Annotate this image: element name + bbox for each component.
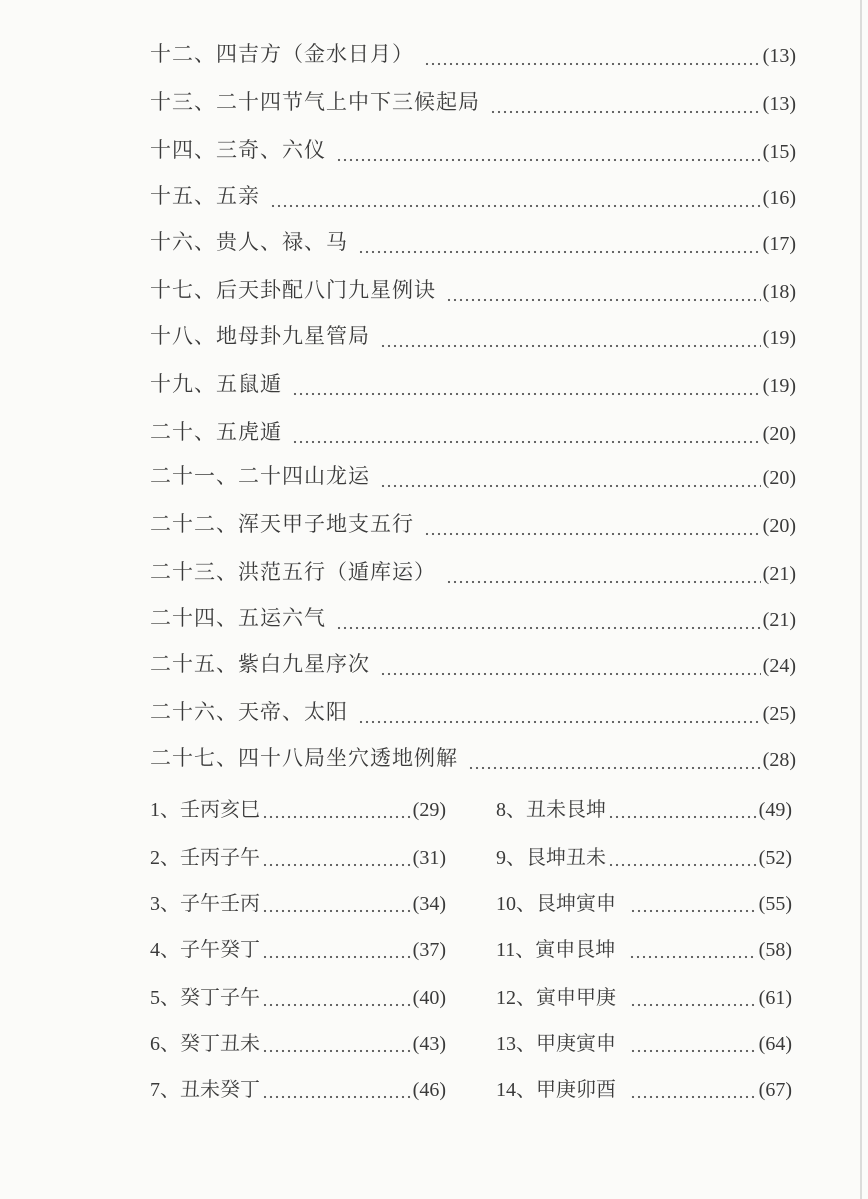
dot-leader	[262, 932, 411, 962]
dot-leader	[380, 320, 761, 350]
sub-entry-number: 4	[150, 939, 160, 961]
sub-entry-title: 、甲庚卯酉	[516, 1077, 616, 1101]
sub-entry-number: 9	[496, 847, 506, 869]
toc-entry[interactable]	[150, 556, 796, 586]
sub-entry-number: 3	[150, 893, 160, 915]
sub-entry-title: 、艮坤寅申	[516, 891, 616, 915]
dot-leader	[608, 792, 757, 822]
dot-leader	[262, 1026, 411, 1056]
sub-entry-title: 、癸丁子午	[160, 985, 260, 1009]
toc-entry-page: (13)	[762, 45, 796, 67]
dot-leader	[380, 648, 761, 678]
sub-entry[interactable]	[150, 886, 446, 916]
toc-entry[interactable]	[150, 742, 796, 772]
sub-entry-number: 6	[150, 1033, 160, 1055]
dot-leader	[292, 416, 761, 446]
dot-leader	[262, 886, 411, 916]
dot-leader	[630, 1026, 757, 1056]
dot-leader	[630, 886, 757, 916]
sub-entry-page: (55)	[758, 893, 792, 915]
toc-entry[interactable]	[150, 38, 796, 68]
sub-entry[interactable]	[150, 1072, 446, 1102]
sub-entry-title: 、子午壬丙	[160, 891, 260, 915]
sub-entry-title: 、丑未艮坤	[506, 797, 606, 821]
toc-entry[interactable]	[150, 696, 796, 726]
toc-entry[interactable]	[150, 86, 796, 116]
toc-entry-title: 十六、贵人、禄、马	[150, 230, 348, 254]
toc-entry[interactable]	[150, 226, 796, 256]
sub-entry-title: 、甲庚寅申	[516, 1031, 616, 1055]
toc-entry[interactable]	[150, 368, 796, 398]
sub-entry[interactable]	[496, 792, 792, 822]
sub-entry-page: (49)	[758, 799, 792, 821]
dot-leader	[270, 180, 761, 210]
sub-entry-number: 11	[496, 939, 516, 961]
sub-entry-page: (46)	[412, 1079, 446, 1101]
toc-entry[interactable]	[150, 180, 796, 210]
toc-entry-title: 十七、后天卦配八门九星例诀	[150, 278, 436, 302]
sub-entry[interactable]	[150, 792, 446, 822]
sub-entry-page: (67)	[758, 1079, 792, 1101]
toc-entry[interactable]	[150, 320, 796, 350]
sub-entry-title: 、壬丙亥巳	[160, 797, 260, 821]
toc-entry-page: (20)	[762, 467, 796, 489]
dot-leader	[446, 556, 761, 586]
toc-entry-page: (17)	[762, 233, 796, 255]
dot-leader	[358, 696, 761, 726]
dot-leader	[358, 226, 761, 256]
sub-entry-title: 、丑未癸丁	[160, 1077, 260, 1101]
sub-entry-title: 、壬丙子午	[160, 845, 260, 869]
sub-entry-page: (31)	[412, 847, 446, 869]
dot-leader	[468, 742, 761, 772]
toc-entry[interactable]	[150, 460, 796, 490]
toc-entry[interactable]	[150, 274, 796, 304]
toc-entry-title: 二十二、浑天甲子地支五行	[150, 512, 414, 536]
sub-entry-number: 1	[150, 799, 160, 821]
toc-entry[interactable]	[150, 602, 796, 632]
dot-leader	[629, 932, 756, 962]
toc-entry-page: (21)	[762, 609, 796, 631]
dot-leader	[262, 1072, 411, 1102]
toc-entry-title: 二十五、紫白九星序次	[150, 652, 370, 676]
toc-entry-page: (28)	[762, 749, 796, 771]
sub-entry-number: 10	[496, 893, 516, 915]
sub-entry-number: 8	[496, 799, 506, 821]
sub-entry-title: 、子午癸丁	[160, 937, 260, 961]
toc-entry[interactable]	[150, 508, 796, 538]
toc-entry[interactable]	[150, 134, 796, 164]
dot-leader	[292, 368, 761, 398]
dot-leader	[424, 38, 761, 68]
sub-entry-page: (64)	[758, 1033, 792, 1055]
toc-entry-title: 十八、地母卦九星管局	[150, 324, 370, 348]
toc-entry-title: 二十六、天帝、太阳	[150, 700, 348, 724]
dot-leader	[336, 134, 761, 164]
toc-entry-page: (20)	[762, 423, 796, 445]
sub-entry[interactable]	[150, 1026, 446, 1056]
toc-entry-page: (19)	[762, 327, 796, 349]
sub-entry-number: 2	[150, 847, 160, 869]
toc-entry-page: (15)	[762, 141, 796, 163]
toc-entry-page: (21)	[762, 563, 796, 585]
sub-entry-page: (52)	[758, 847, 792, 869]
sub-entry-page: (40)	[412, 987, 446, 1009]
sub-entry[interactable]	[496, 1026, 792, 1056]
dot-leader	[262, 980, 411, 1010]
dot-leader	[380, 460, 761, 490]
toc-entry[interactable]	[150, 648, 796, 678]
sub-entry-number: 13	[496, 1033, 516, 1055]
dot-leader	[446, 274, 761, 304]
sub-entry-number: 12	[496, 987, 516, 1009]
dot-leader	[608, 840, 757, 870]
sub-entry[interactable]	[150, 932, 446, 962]
sub-entry-title: 、寅申艮坤	[515, 937, 616, 961]
toc-entry-title: 二十一、二十四山龙运	[150, 464, 370, 488]
toc-entry-page: (19)	[762, 375, 796, 397]
toc-entry-page: (13)	[762, 93, 796, 115]
sub-entry[interactable]	[150, 980, 446, 1010]
toc-entry-page: (18)	[762, 281, 796, 303]
toc-entry-title: 二十七、四十八局坐穴透地例解	[150, 746, 458, 770]
sub-entry-page: (61)	[758, 987, 792, 1009]
toc-entry-page: (25)	[762, 703, 796, 725]
dot-leader	[630, 980, 757, 1010]
toc-entry-title: 十二、四吉方（金水日月）	[150, 42, 414, 66]
sub-entry[interactable]	[496, 980, 792, 1010]
dot-leader	[262, 792, 411, 822]
sub-entry[interactable]	[496, 1072, 792, 1102]
toc-entry-page: (16)	[762, 187, 796, 209]
sub-entry-number: 5	[150, 987, 160, 1009]
toc-entry-title: 二十、五虎遁	[150, 420, 282, 444]
toc-entry-title: 十三、二十四节气上中下三候起局	[150, 90, 480, 114]
sub-entry-page: (34)	[412, 893, 446, 915]
toc-entry-title: 二十四、五运六气	[150, 606, 326, 630]
toc-entry-title: 十五、五亲	[150, 184, 260, 208]
sub-entry-page: (58)	[758, 939, 792, 961]
sub-entry-number: 7	[150, 1079, 160, 1101]
toc-entry-title: 二十三、洪范五行（遁库运）	[150, 560, 436, 584]
sub-entry-title: 、艮坤丑未	[506, 845, 606, 869]
sub-entry-page: (29)	[412, 799, 446, 821]
dot-leader	[630, 1072, 757, 1102]
dot-leader	[262, 840, 411, 870]
sub-entry-title: 、癸丁丑未	[160, 1031, 260, 1055]
dot-leader	[424, 508, 761, 538]
sub-entry[interactable]	[496, 932, 792, 962]
toc-entry-page: (20)	[762, 515, 796, 537]
sub-entry-page: (43)	[412, 1033, 446, 1055]
sub-entry[interactable]	[496, 840, 792, 870]
sub-entry-title: 、寅申甲庚	[516, 985, 616, 1009]
toc-entry-page: (24)	[762, 655, 796, 677]
sub-entry-page: (37)	[412, 939, 446, 961]
toc-entry-title: 十九、五鼠遁	[150, 372, 282, 396]
toc-entry-title: 十四、三奇、六仪	[150, 138, 326, 162]
sub-entry-number: 14	[496, 1079, 516, 1101]
sub-entry[interactable]	[150, 840, 446, 870]
dot-leader	[490, 86, 761, 116]
toc-entry[interactable]	[150, 416, 796, 446]
sub-entry[interactable]	[496, 886, 792, 916]
dot-leader	[336, 602, 761, 632]
